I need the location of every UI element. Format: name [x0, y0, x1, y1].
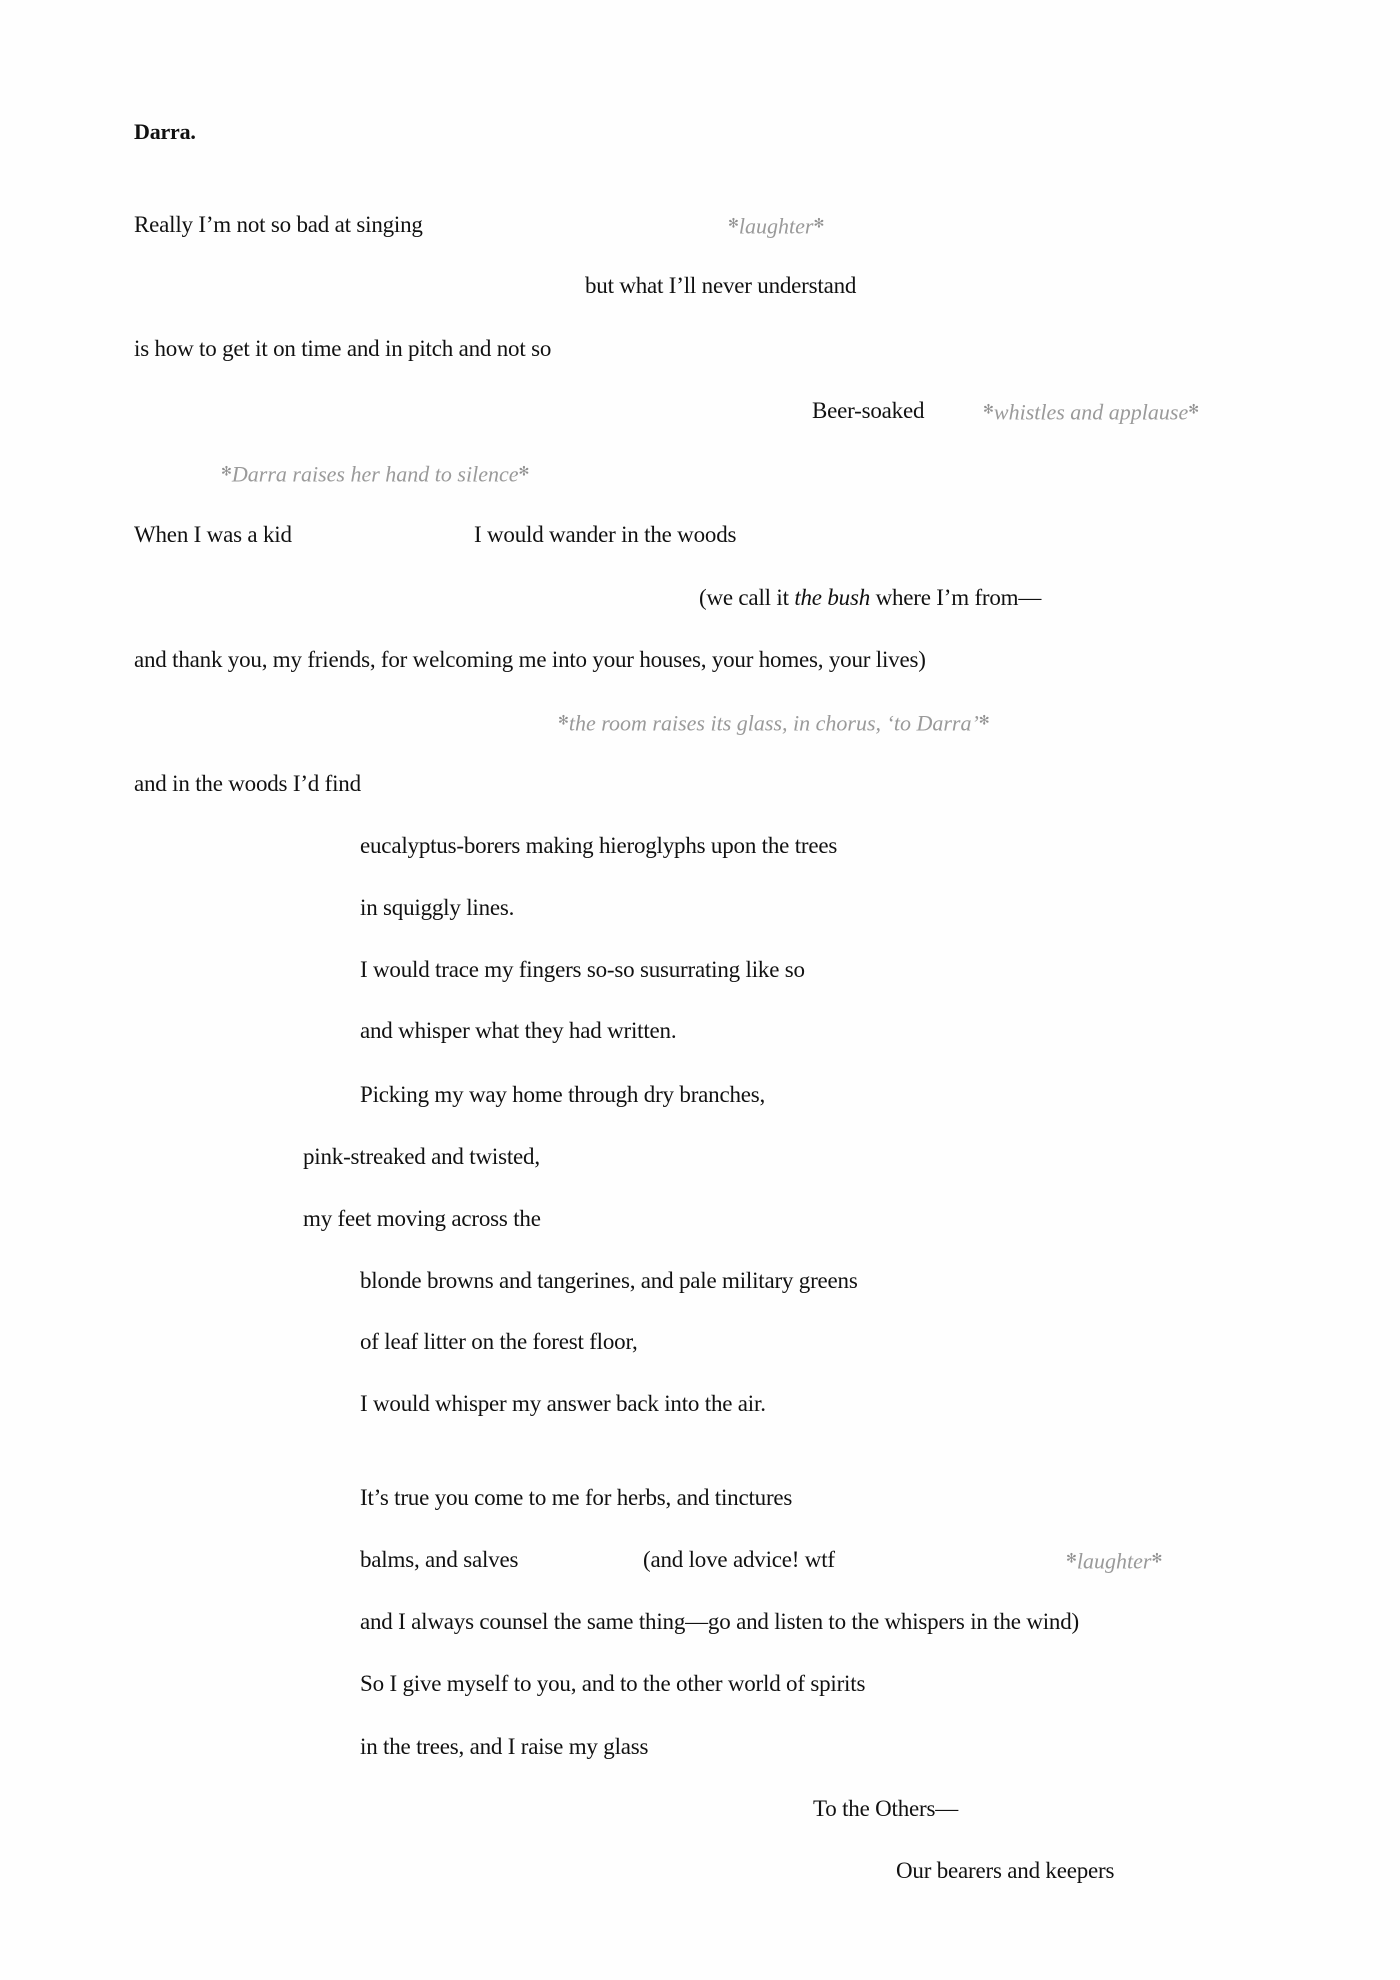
asterisk-icon: ✻ [978, 712, 990, 728]
verse-line: of leaf litter on the forest floor, [360, 1329, 638, 1354]
verse-line: is how to get it on time and in pitch and not so [134, 336, 552, 361]
verse-line: When I was a kid [134, 522, 292, 547]
verse-line: It’s true you come to me for herbs, and tinctures [360, 1485, 793, 1510]
asterisk-icon: ✻ [728, 215, 739, 231]
asterisk-icon: ✻ [558, 712, 569, 728]
stage-direction [558, 706, 990, 739]
verse-line: To the Others— [813, 1796, 959, 1821]
asterisk-icon: ✻ [518, 463, 530, 479]
verse-line: and I always counsel the same thing—go and listen to the whispers in the wind) [360, 1609, 1079, 1634]
verse-line: balms, and salves [360, 1547, 519, 1572]
stage-direction-text: Darra raises her hand to silence [231, 461, 519, 487]
verse-line: So I give myself to you, and to the other world of spirits [360, 1671, 866, 1696]
asterisk-icon: ✻ [1066, 1550, 1077, 1566]
asterisk-icon: ✻ [813, 215, 825, 231]
asterisk-icon: ✻ [983, 401, 994, 417]
verse-line: my feet moving across the [303, 1206, 541, 1231]
asterisk-icon: ✻ [221, 463, 232, 479]
verse-line [699, 583, 1041, 613]
verse-line: but what I’ll never understand [585, 273, 857, 298]
stage-direction [1066, 1544, 1162, 1577]
verse-line: (and love advice! wtf [643, 1547, 835, 1572]
stage-direction-text: laughter [738, 213, 814, 239]
verse-text: (we call it [699, 585, 795, 610]
stage-direction-text: the room raises its glass, in chorus, ‘to Darra’ [568, 710, 979, 736]
verse-line: in squiggly lines. [360, 895, 515, 920]
verse-line: and whisper what they had written. [360, 1018, 677, 1043]
verse-line: and thank you, my friends, for welcoming me into your houses, your homes, your lives) [134, 647, 926, 672]
verse-line: Our bearers and keepers [896, 1858, 1115, 1883]
speaker-name: Darra. [134, 119, 196, 144]
verse-line: Really I’m not so bad at singing [134, 212, 423, 237]
stage-direction [728, 209, 824, 242]
verse-line: and in the woods I’d find [134, 771, 361, 796]
verse-line: Beer-soaked [812, 398, 925, 423]
verse-line: eucalyptus-borers making hieroglyphs upon the trees [360, 833, 838, 858]
verse-line: I would wander in the woods [474, 522, 737, 547]
emphasis-text: the bush [794, 585, 871, 610]
verse-line: in the trees, and I raise my glass [360, 1734, 649, 1759]
stage-direction-text: whistles and applause [993, 399, 1189, 425]
stage-direction [983, 395, 1199, 428]
verse-line: Picking my way home through dry branches, [360, 1082, 766, 1107]
verse-text: where I’m from— [870, 585, 1042, 610]
verse-line: I would whisper my answer back into the air. [360, 1391, 766, 1416]
asterisk-icon: ✻ [1188, 401, 1200, 417]
verse-line: I would trace my fingers so-so susurrating like so [360, 957, 805, 982]
asterisk-icon: ✻ [1151, 1550, 1163, 1566]
stage-direction-text: laughter [1076, 1548, 1152, 1574]
verse-line: pink-streaked and twisted, [303, 1144, 540, 1169]
verse-line: blonde browns and tangerines, and pale military greens [360, 1268, 858, 1293]
stage-direction [221, 457, 529, 490]
